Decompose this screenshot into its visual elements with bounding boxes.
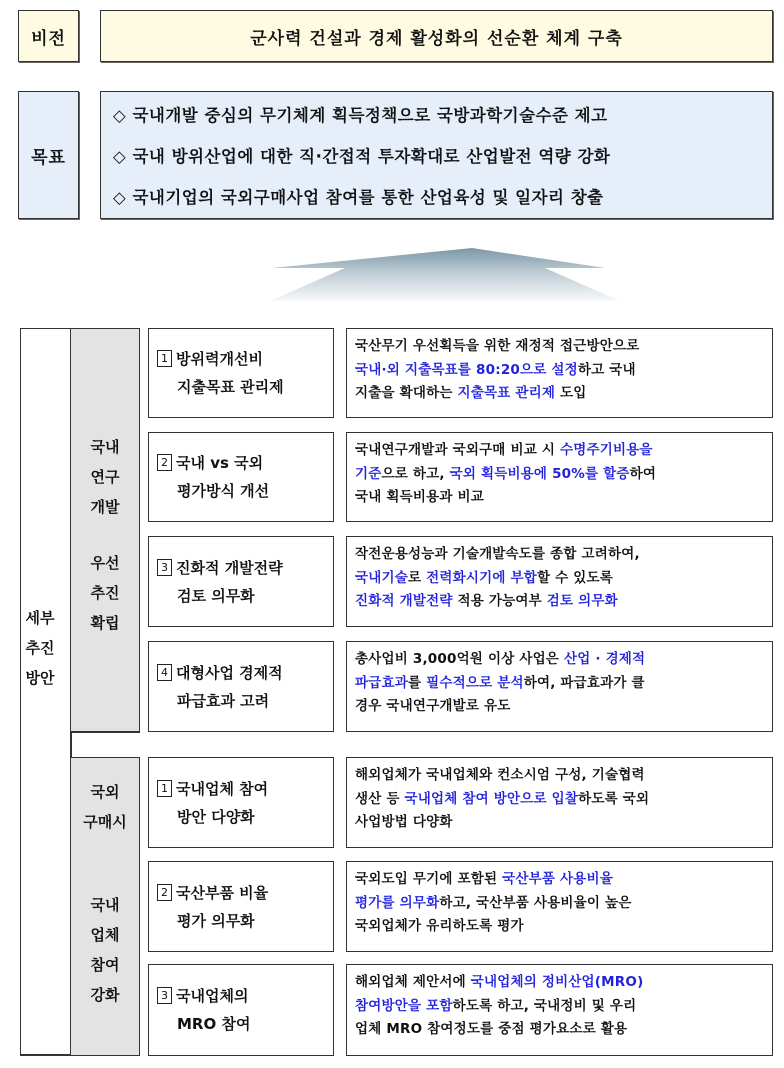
detail-label: 세부 추진 방안 [25, 609, 55, 687]
goal-label-box [18, 91, 79, 219]
group-label-text: 국내 연구 개발 [90, 438, 120, 516]
group-label-text: 국외 구매시 [83, 783, 127, 831]
desc-line: 국내·외 지출목표를 80:20으로 설정하고 국내 [355, 361, 636, 378]
desc-line: 업체 MRO 참여정도를 중점 평가요소로 활용 [355, 1021, 628, 1037]
desc-line: 진화적 개발전략 적용 가능여부 검토 의무화 [355, 593, 618, 609]
desc-line: 국외업체가 유리하도록 평가 [355, 918, 524, 934]
item-title-box: 3 국내업체의 MRO 참여 [148, 964, 334, 1056]
desc-line: 지출을 확대하는 지출목표 관리제 도입 [355, 385, 587, 401]
desc-line: 총사업비 3,000억원 이상 사업은 산업 · 경제적 [355, 651, 646, 667]
desc-line: 국외도입 무기에 포함된 국산부품 사용비율 [355, 871, 613, 887]
desc-line: 사업방법 다양화 [355, 814, 453, 830]
number-box-icon: 3 [157, 987, 172, 1004]
vision-label-box [18, 10, 79, 62]
item-desc-box [346, 641, 773, 732]
diamond-bullet-icon: ◇ [113, 147, 127, 166]
goal-item: ◇ 국내 방위산업에 대한 직·간접적 투자확대로 산업발전 역량 강화 [113, 147, 611, 166]
item-desc-box [346, 328, 773, 418]
desc-line: 해외업체가 국내업체와 컨소시엄 구성, 기술협력 [355, 767, 645, 783]
item-title-box: 3 진화적 개발전략 검토 의무화 [148, 536, 334, 627]
number-box-icon: 2 [157, 454, 172, 471]
goal-item: ◇ 국내개발 중심의 무기체계 획득정책으로 국방과학기술수준 제고 [113, 106, 608, 125]
desc-line: 경우 국내연구개발로 유도 [355, 698, 511, 714]
item-title-box: 1 국내업체 참여 방안 다양화 [148, 757, 334, 848]
desc-line: 생산 등 국내업체 참여 방안으로 입찰하도록 국외 [355, 790, 650, 807]
number-box-icon: 1 [157, 350, 172, 367]
divider [70, 731, 72, 758]
item-title-box: 2 국내 vs 국외 평가방식 개선 [148, 432, 334, 522]
vision-label: 비전 [31, 28, 66, 49]
item-desc-box [346, 964, 773, 1056]
desc-line: 국내기술로 전력화시기에 부합할 수 있도록 [355, 569, 613, 586]
desc-line: 국내연구개발과 국외구매 비교 시 수명주기비용을 [355, 442, 653, 458]
desc-line: 국산무기 우선획득을 위한 재정적 접근방안으로 [355, 338, 640, 354]
number-box-icon: 2 [157, 884, 172, 901]
item-desc-box [346, 432, 773, 522]
item-desc-box [346, 861, 773, 952]
number-box-icon: 3 [157, 559, 172, 576]
goal-label: 목표 [31, 147, 66, 168]
group-label-domestic-rd [70, 328, 140, 732]
desc-line: 기준으로 하고, 국외 획득비용에 50%를 할증하여 [355, 465, 657, 482]
item-desc-box [346, 757, 773, 848]
desc-line: 파급효과를 필수적으로 분석하여, 파급효과가 클 [355, 674, 645, 691]
desc-line: 작전운용성능과 기술개발속도를 종합 고려하여, [355, 546, 640, 562]
vision-text: 군사력 건설과 경제 활성화의 선순환 체계 구축 [250, 28, 623, 49]
item-title-box: 1 방위력개선비 지출목표 관리제 [148, 328, 334, 418]
divider [70, 731, 140, 733]
group-label-text: 국내 업체 참여 강화 [90, 896, 120, 1004]
diamond-bullet-icon: ◇ [113, 106, 127, 125]
item-desc-box [346, 536, 773, 627]
vision-box [100, 10, 773, 62]
desc-line: 국내 획득비용과 비교 [355, 489, 484, 505]
group-label-text: 우선 추진 확립 [90, 554, 120, 632]
desc-line: 참여방안을 포함하도록 하고, 국내정비 및 우리 [355, 997, 637, 1014]
goal-box [100, 91, 773, 219]
desc-line: 해외업체 제안서에 국내업체의 정비산업(MRO) [355, 974, 644, 990]
number-box-icon: 4 [157, 664, 172, 681]
item-title-box: 2 국산부품 비율 평가 의무화 [148, 861, 334, 952]
goal-item: ◇ 국내기업의 국외구매사업 참여를 통한 산업육성 및 일자리 창출 [113, 188, 604, 207]
upward-arrow-icon [200, 247, 640, 311]
desc-line: 평가를 의무화하고, 국산부품 사용비율이 높은 [355, 894, 632, 911]
number-box-icon: 1 [157, 780, 172, 797]
item-title-box: 4 대형사업 경제적 파급효과 고려 [148, 641, 334, 732]
diamond-bullet-icon: ◇ [113, 188, 127, 207]
